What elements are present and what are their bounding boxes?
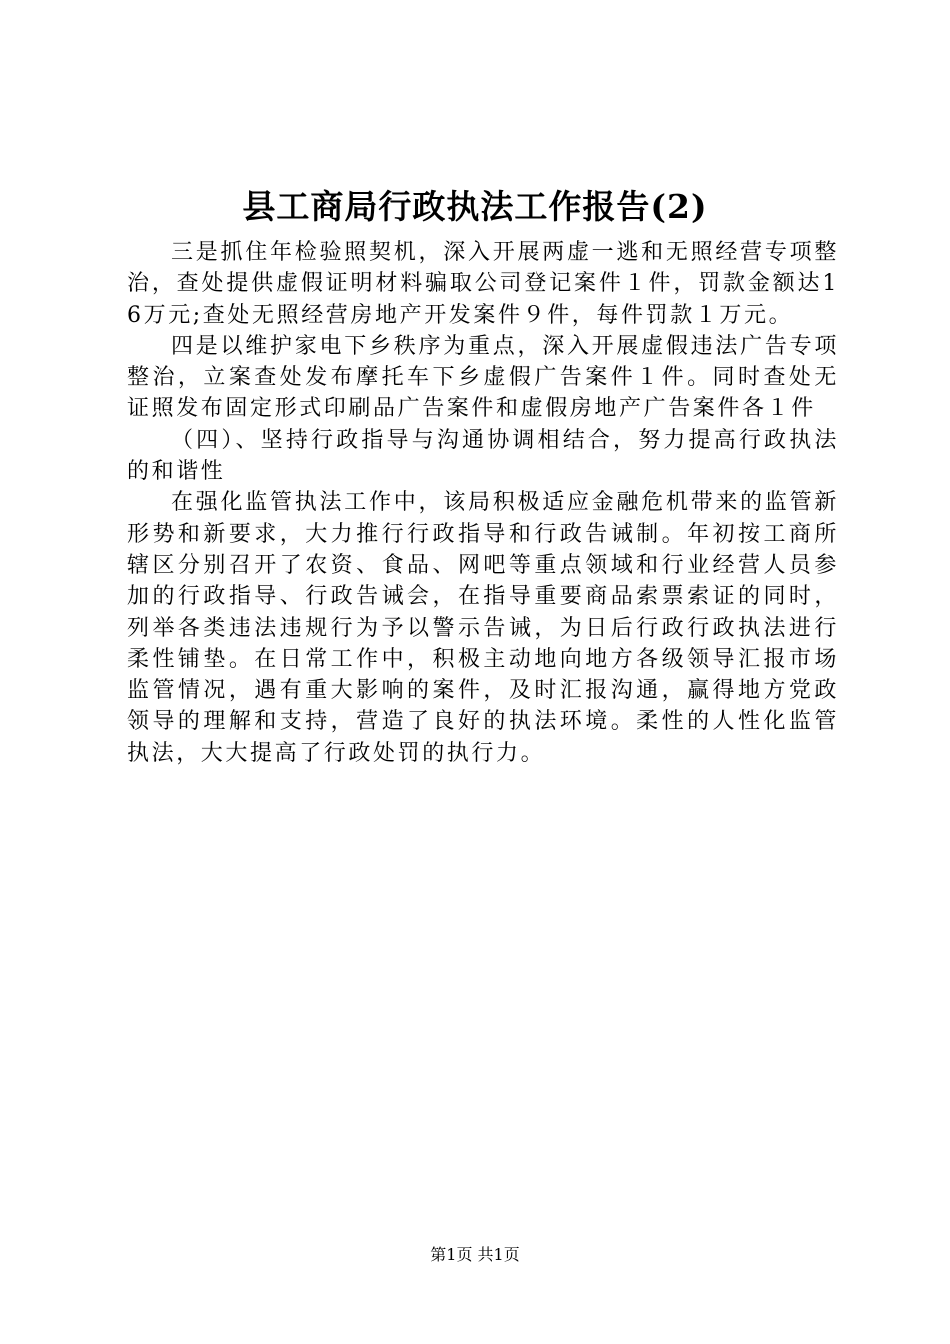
document-title: 县工商局行政执法工作报告(2) — [242, 187, 708, 226]
paragraph-2: 四是以维护家电下乡秩序为重点，深入开展虚假违法广告专项整治，立案查处发布摩托车下乡虚假广告案件１件。同时查处无证照发布固定形式印刷品广告案件和虚假房地产广告案件各１件 — [127, 333, 839, 422]
paragraph-1: 三是抓住年检验照契机，深入开展两虚一逃和无照经营专项整治，查处提供虚假证明材料骗取公司登记案件１件，罚款金额达16万元;查处无照经营房地产开发案件９件，每件罚款１万元。 — [127, 240, 839, 328]
page-footer: 第1页 共1页 — [430, 1245, 520, 1264]
paragraph-3: 在强化监管执法工作中，该局积极适应金融危机带来的监管新形势和新要求，大力推行行政指导和行政告诫制。年初按工商所辖区分别召开了农资、食品、网吧等重点领域和行业经营人员参加的行政指导、行政告诫会，在指导重要商品索票索证的同时，列举各类违法违规行为予以警示告诫，为日后行政行政执法进行柔性铺垫。在日常工作中，积极主动地向地方各级领导汇报市场监管情况，遇有重大影响的案件，及时汇报沟通，赢得地方党政领导的理解和支持，营造了良好的执法环境。柔性的人性化监管执法，大大提高了行政处罚的执行力。 — [127, 490, 839, 766]
document-body — [127, 237, 839, 769]
section-heading: （四）、坚持行政指导与沟通协调相结合，努力提高行政执法的和谐性 — [127, 427, 839, 485]
